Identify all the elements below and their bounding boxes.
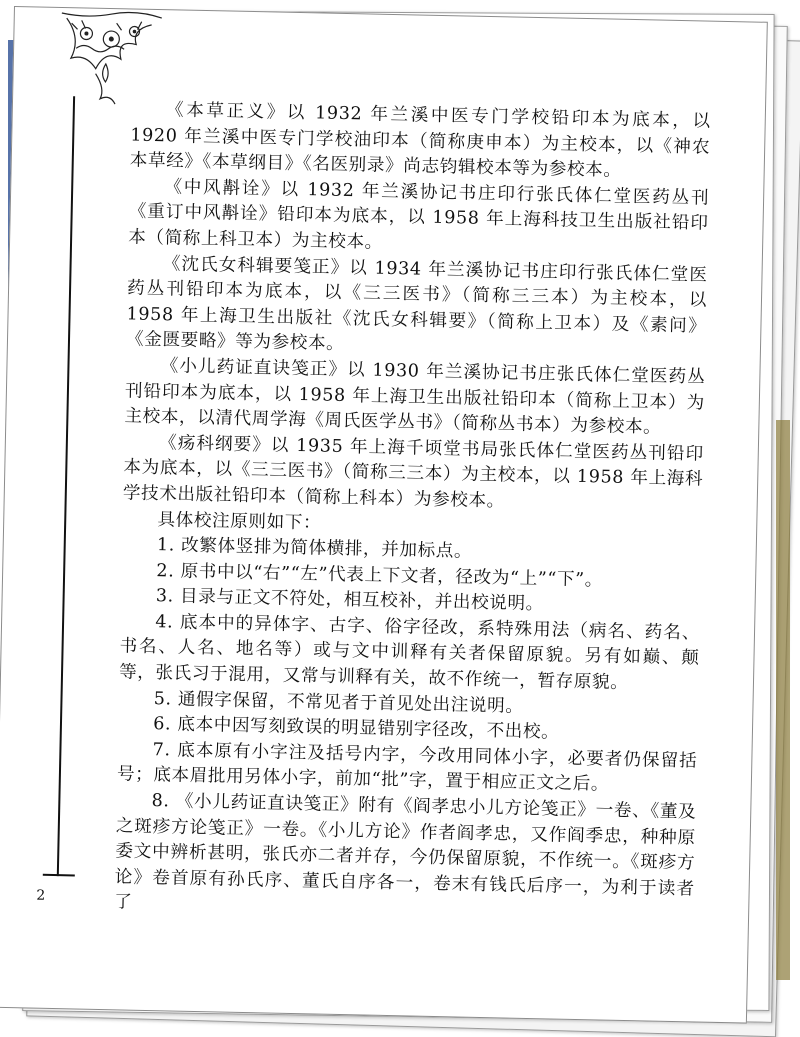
margin-rule-foot [43,874,75,877]
book-page [0,6,768,1024]
principle-item-4: 4. 底本中的异体字、古字、俗字径改，系特殊用法（病名、药名、书名、人名、地名等）或与文中训释有关者保留原貌。另有如巅、颠等，张氏习于混用，又常与训释有关，故不作统一，暂存原貌。 [118,611,701,694]
principle-item-2: 2. 原书中以“右”“左”代表上下文者，径改为“上”“下”。 [156,560,604,591]
principle-item-3: 3. 目录与正文不符处，相互校补，并出校说明。 [155,586,545,615]
principle-item-5: 5. 通假字保留，不常见者于首见处出注说明。 [153,688,524,717]
principle-item-8: 8. 《小儿药证直诀笺正》附有《阎孝忠小儿方论笺正》一卷、《董及之斑疹方论笺正》一卷。《小儿方论》作者阎孝忠，又作阎季忠，种种原委文中辨析甚明，张氏亦二者并存，今仍保留原貌，不作统一。《斑疹方论》卷首原有孙氏序、董氏自序各一，卷末有钱氏后序一，为利于读者了 [114,791,697,914]
paragraph-bencao: 《本草正义》以 1932 年兰溪中医专门学校铅印本为底本，以 1920 年兰溪中医专门学校油印本（简称庚申本）为主校本，以《神农本草经》《本草纲目》《名医别录》尚志钧辑校本等为参校本。 [129,100,711,181]
principle-item-7: 7. 底本原有小字注及括号内字，今改用同体小字，必要者仍保留括号；底本眉批用另体小字，前加“批”字，置于相应正文之后。 [116,739,698,796]
principle-item-6: 6. 底本中因写刻致误的明显错别字径改，不出校。 [152,714,560,743]
cover-edge-gold [776,420,790,980]
paragraph-zhongfeng: 《中风斠诠》以 1932 年兰溪协记书庄印行张氏体仁堂医药丛刊《重订中风斠诠》铅印本为底本，以 1958 年上海科技卫生出版社铅印本（简称上科卫本）为主校本。 [127,176,710,253]
margin-rule [57,96,75,876]
paragraph-principles-intro: 具体校注原则如下： [157,509,322,534]
paragraph-shenshi: 《沈氏女科辑要笺正》以 1934 年兰溪协记书庄印行张氏体仁堂医药丛刊铅印本为底本，以《三三医书》（简称三三本）为主校本，以 1958 年上海卫生出版社《沈氏女科辑要》（简称上卫本）及《素问》《金匮要略》等为参校本。 [125,253,708,355]
paragraph-yangke: 《疡科纲要》以 1935 年上海千顷堂书局张氏体仁堂医药丛刊铅印本为底本，以《三三医书》（简称三三本）为主校本，以 1958 年上海科学技术出版社铅印本（简称上科本）为参校本。 [122,432,704,512]
dragon-ornament-icon [55,8,167,110]
paragraph-xiaoer: 《小儿药证直诀笺正》以 1930 年兰溪协记书庄张氏体仁堂医药丛刊铅印本为底本，以 1958 年上海卫生出版社铅印本（简称上卫本）为主校本，以清代周学海《周氏医学丛书》（简称丛书本）为参校本。 [124,356,706,438]
page-number: 2 [36,887,46,904]
principle-item-1: 1. 改繁体竖排为简体横排，并加标点。 [156,535,473,562]
body-text [114,97,711,928]
